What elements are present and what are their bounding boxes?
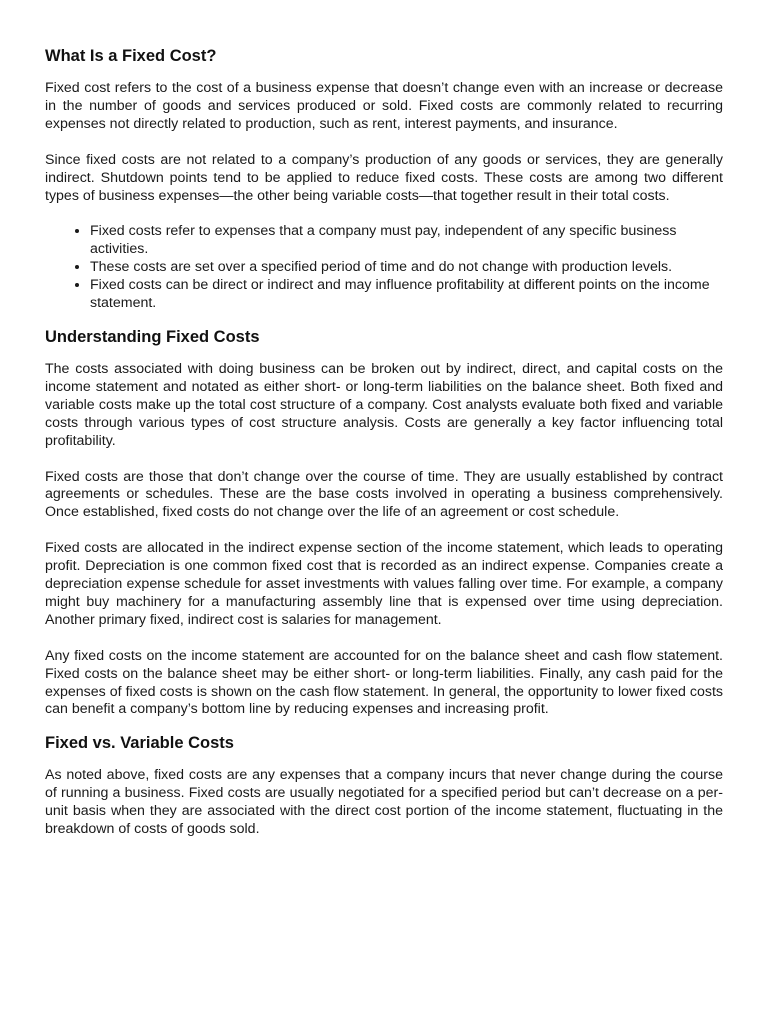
paragraph: Since fixed costs are not related to a company’s production of any goods or services, they are generally indirect. Shutdown points tend to be applied to reduce fixed costs. These costs are among two different types of business expenses—the other being variable costs—that together result in their total costs. bbox=[45, 151, 723, 204]
section-heading-what-is-fixed-cost: What Is a Fixed Cost? bbox=[45, 47, 217, 65]
list-item: • These costs are set over a specified period of time and do not change with production levels. bbox=[90, 259, 723, 277]
list-item: • Fixed costs refer to expenses that a company must pay, independent of any specific business activities. bbox=[90, 223, 723, 259]
key-points-list bbox=[45, 223, 723, 313]
section-heading-understanding-fixed-costs: Understanding Fixed Costs bbox=[45, 327, 260, 346]
spacer bbox=[45, 753, 723, 767]
paragraph: Fixed cost refers to the cost of a business expense that doesn’t change even with an increase or decrease in the number of goods and services produced or sold. Fixed costs are commonly related to recurring expenses not directly related to production, such as rent, interest payments, and insurance. bbox=[45, 80, 723, 132]
paragraph: Fixed costs are those that don’t change over the course of time. They are usually established by contract agreements or schedules. These are the base costs involved in operating a business comprehensively. Once established, fixed costs do not change over the life of an agreement or cost schedule. bbox=[45, 468, 723, 521]
paragraph: The costs associated with doing business can be broken out by indirect, direct, and capital costs on the income statement and notated as either short- or long-term liabilities on the balance sheet. Both fixed and variable costs make up the total cost structure of a company. Cost analysts evaluate both fixed and variable costs through various types of cost structure analysis. Costs are generally a key factor influencing total profitability. bbox=[45, 360, 723, 449]
section-heading-fixed-vs-variable-costs: Fixed vs. Variable Costs bbox=[45, 734, 234, 753]
spacer bbox=[45, 719, 723, 733]
spacer bbox=[45, 451, 723, 469]
spacer bbox=[45, 347, 723, 361]
paragraph: Fixed costs are allocated in the indirect expense section of the income statement, which leads to operating profit. Depreciation is one common fixed cost that is recorded as an indirect expense. Companies create a depreciation expense schedule for asset investments with values falling over time. For example, a company might buy machinery for a manufacturing assembly line that is expensed over time using depreciation. Another primary fixed, indirect cost is salaries for management. bbox=[45, 540, 723, 628]
paragraph: Any fixed costs on the income statement are accounted for on the balance sheet and cash flow statement. Fixed costs on the balance sheet may be either short- or long-term liabilities. Finally, any cash paid for the expenses of fixed costs is shown on the cash flow statement. In general, the opportunity to lower fixed costs can benefit a company’s bottom line by reducing expenses and increasing profit. bbox=[45, 647, 723, 718]
spacer bbox=[45, 313, 723, 327]
spacer bbox=[45, 522, 723, 540]
spacer bbox=[45, 205, 723, 223]
document-page bbox=[45, 46, 723, 839]
list-item: • Fixed costs can be direct or indirect and may influence profitability at different points on the income statement. bbox=[90, 277, 723, 313]
paragraph: As noted above, fixed costs are any expenses that a company incurs that never change during the course of running a business. Fixed costs are usually negotiated for a specified period but can’t decrease on a per-unit basis when they are associated with the direct cost portion of the income statement, fluctuating in the breakdown of costs of goods sold. bbox=[45, 767, 723, 838]
spacer bbox=[45, 134, 723, 152]
spacer bbox=[45, 66, 723, 80]
spacer bbox=[45, 630, 723, 648]
